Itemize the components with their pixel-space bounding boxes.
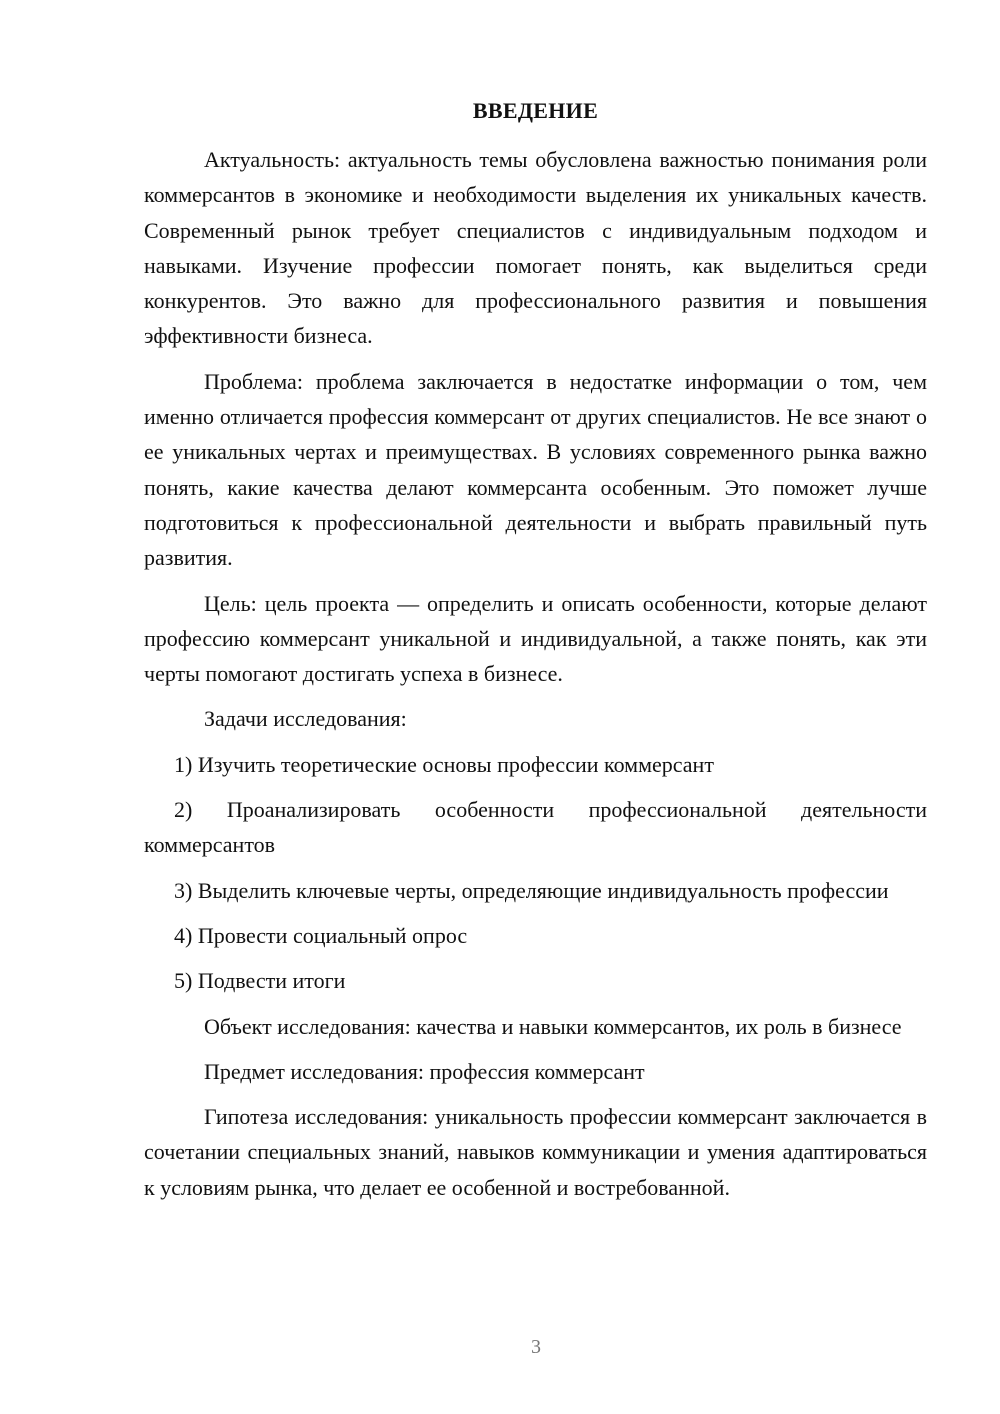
task-item: 1) Изучить теоретические основы профессии коммерсант (174, 751, 714, 777)
task-item: 5) Подвести итоги (174, 968, 346, 994)
paragraph-relevance: Актуальность: актуальность темы обусловлена важностью понимания роли коммерсантов в экономике и необходимости выделения их уникальных качеств. Современный рынок требует специалистов с индивидуальным подходом и навыками. Изучение профессии помогает понять, как выделиться среди конкурентов. Это важно для профессионального развития и повышения эффективности бизнеса. (144, 147, 927, 349)
task-item: 4) Провести социальный опрос (174, 922, 468, 948)
paragraph-object: Объект исследования: качества и навыки коммерсантов, их роль в бизнесе (204, 1013, 902, 1039)
paragraph-goal: Цель: цель проекта — определить и описать особенности, которые делают профессию коммерсант уникальной и индивидуальной, а также понять, как эти черты помогают достигать успеха в бизнесе. (144, 590, 927, 687)
paragraph-tasks-heading: Задачи исследования: (204, 706, 407, 732)
task-item: 2) Проанализировать особенности профессиональной деятельности коммерсантов (144, 797, 927, 858)
paragraph-problem: Проблема: проблема заключается в недостатке информации о том, чем именно отличается профессия коммерсант от других специалистов. Не все знают о ее уникальных чертах и преимуществах. В условиях современного рынка важно понять, какие качества делают коммерсанта особенным. Это поможет лучше подготовиться к профессиональной деятельности и выбрать правильный путь развития. (144, 368, 927, 571)
paragraph-hypothesis: Гипотеза исследования: уникальность профессии коммерсант заключается в сочетании специальных знаний, навыков коммуникации и умения адаптироваться к условиям рынка, что делает ее особенной и востребованной. (144, 1104, 927, 1200)
document-body (144, 142, 927, 1215)
paragraph-subject: Предмет исследования: профессия коммерсант (204, 1058, 645, 1084)
page-title: ВВЕДЕНИЕ (472, 98, 599, 123)
task-item: 3) Выделить ключевые черты, определяющие индивидуальность профессии (174, 877, 889, 903)
page-number: 3 (531, 1336, 541, 1358)
